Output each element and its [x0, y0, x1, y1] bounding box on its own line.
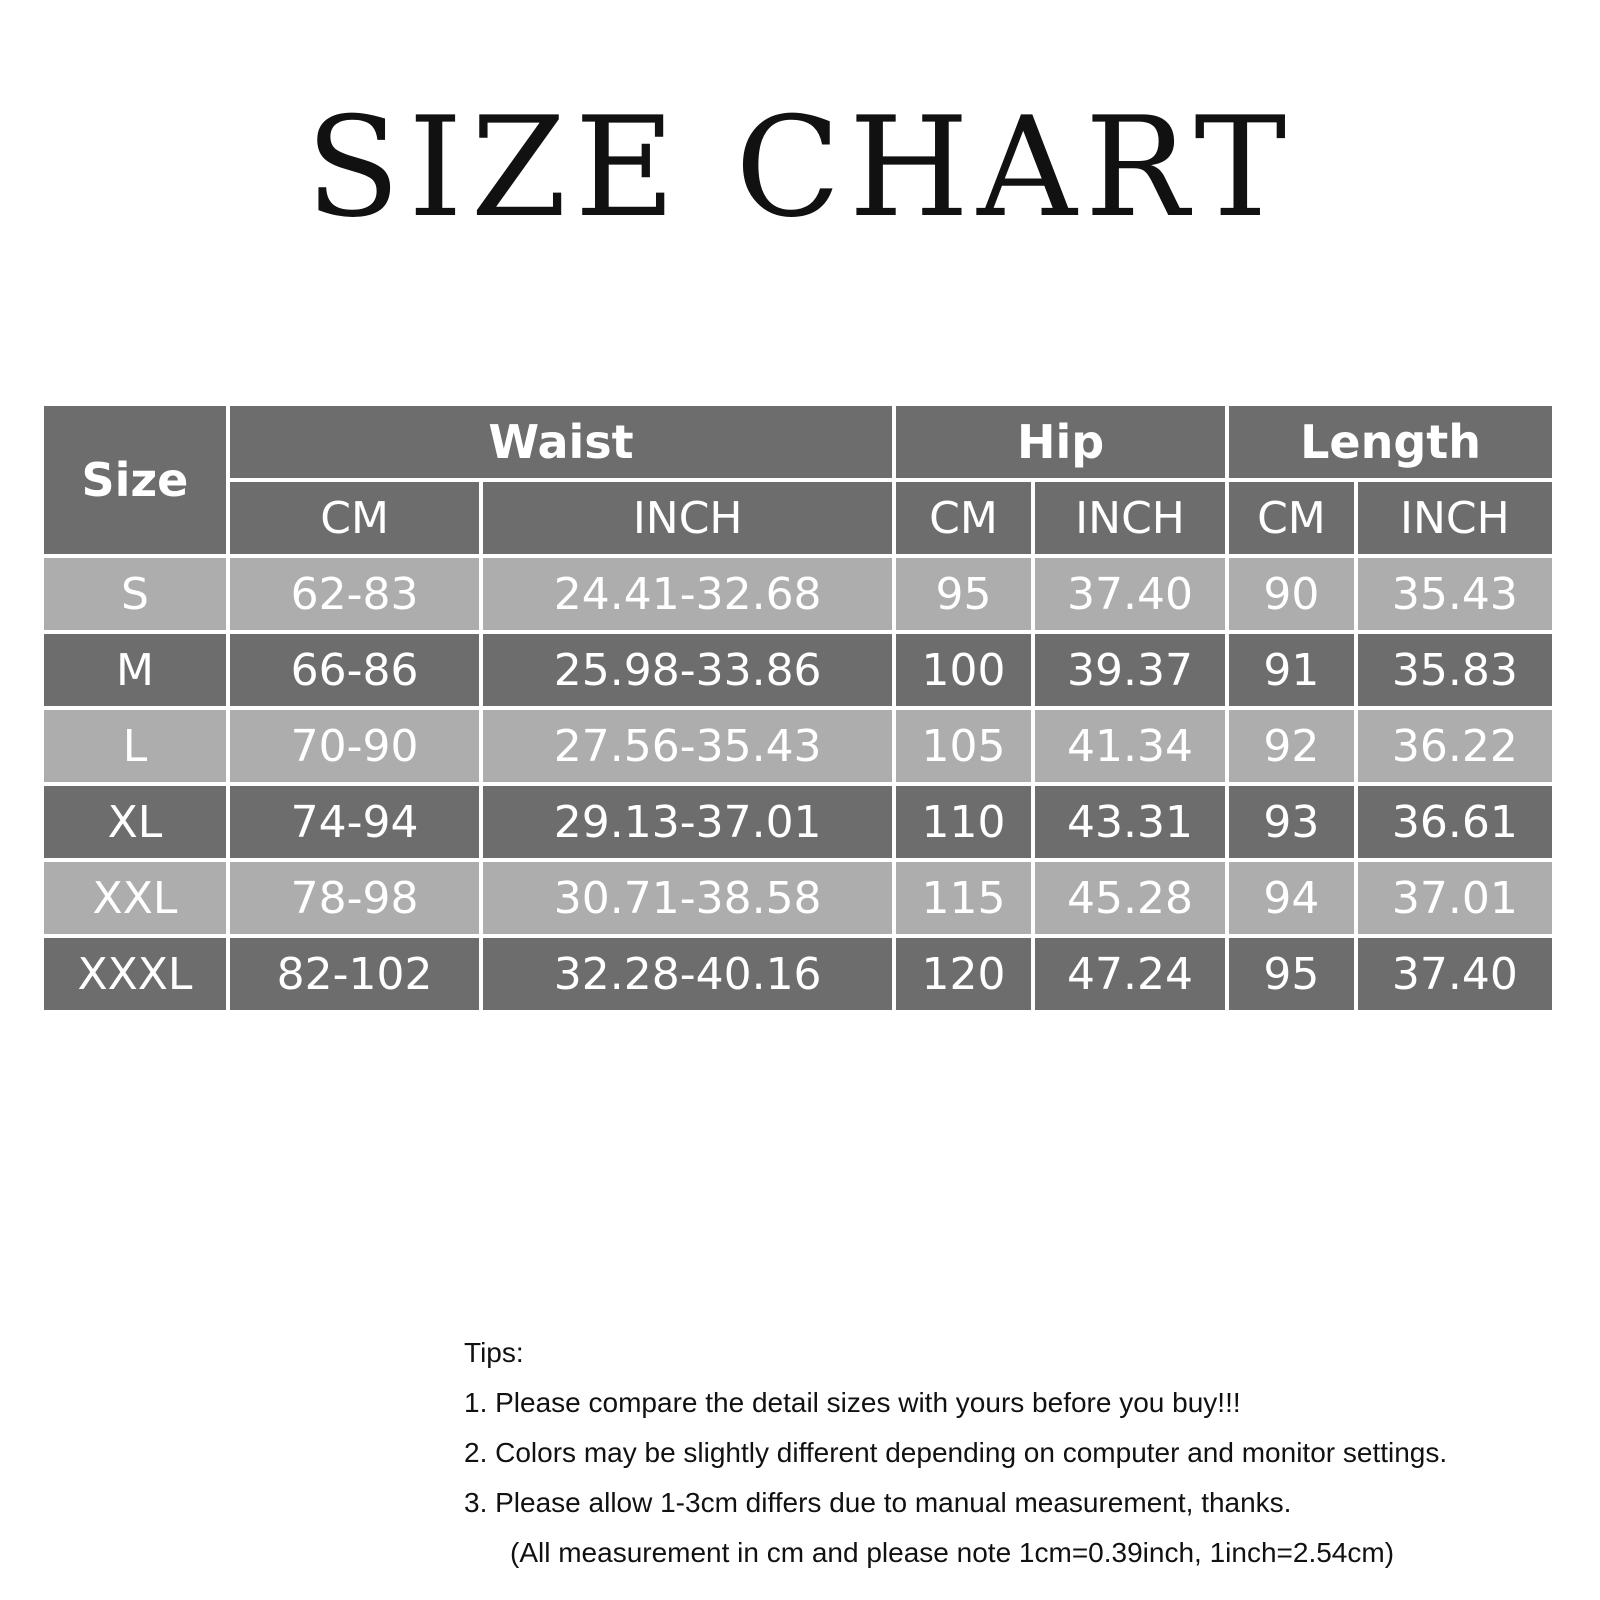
waist-inch-cell: 25.98-33.86 — [483, 634, 892, 706]
length-cm-cell: 95 — [1229, 938, 1354, 1010]
tip-item: 2. Colors may be slightly different depending on computer and monitor settings. — [464, 1437, 1448, 1468]
length-inch-cell: 36.22 — [1358, 710, 1552, 782]
size-cell: XL — [44, 786, 226, 858]
waist-group-header: Waist — [230, 406, 892, 478]
hip-group-header: Hip — [896, 406, 1225, 478]
hip-inch-cell: 47.24 — [1035, 938, 1225, 1010]
length-cm-cell: 92 — [1229, 710, 1354, 782]
hip-cm-cell: 110 — [896, 786, 1031, 858]
tip-item: 3. Please allow 1-3cm differs due to manual measurement, thanks. — [464, 1487, 1292, 1518]
tips-heading: Tips: — [464, 1337, 524, 1368]
length-inch-cell: 35.83 — [1358, 634, 1552, 706]
tips-section — [464, 1328, 1600, 1578]
length-group-header: Length — [1229, 406, 1552, 478]
length-inch-cell: 36.61 — [1358, 786, 1552, 858]
hip-inch-cell: 39.37 — [1035, 634, 1225, 706]
hip-cm-header: CM — [896, 482, 1031, 554]
measurement-note: (All measurement in cm and please note 1cm=0.39inch, 1inch=2.54cm) — [510, 1537, 1395, 1568]
header-row-groups — [44, 406, 1552, 478]
waist-cm-header: CM — [230, 482, 479, 554]
hip-inch-cell: 43.31 — [1035, 786, 1225, 858]
size-column-header: Size — [44, 406, 226, 554]
size-cell: S — [44, 558, 226, 630]
table-row — [44, 862, 1552, 934]
waist-inch-cell: 32.28-40.16 — [483, 938, 892, 1010]
tip-item: 1. Please compare the detail sizes with yours before you buy!!! — [464, 1387, 1241, 1418]
page-title: SIZE CHART — [305, 87, 1295, 248]
length-inch-header: INCH — [1358, 482, 1552, 554]
length-inch-cell: 35.43 — [1358, 558, 1552, 630]
size-cell: XXXL — [44, 938, 226, 1010]
size-cell: M — [44, 634, 226, 706]
table-row — [44, 786, 1552, 858]
table-row — [44, 710, 1552, 782]
waist-cm-cell: 70-90 — [230, 710, 479, 782]
waist-cm-cell: 82-102 — [230, 938, 479, 1010]
waist-inch-cell: 24.41-32.68 — [483, 558, 892, 630]
table-row — [44, 634, 1552, 706]
waist-cm-cell: 78-98 — [230, 862, 479, 934]
hip-cm-cell: 105 — [896, 710, 1031, 782]
waist-inch-header: INCH — [483, 482, 892, 554]
waist-inch-cell: 30.71-38.58 — [483, 862, 892, 934]
hip-cm-cell: 115 — [896, 862, 1031, 934]
waist-inch-cell: 27.56-35.43 — [483, 710, 892, 782]
hip-inch-cell: 37.40 — [1035, 558, 1225, 630]
length-cm-cell: 93 — [1229, 786, 1354, 858]
waist-cm-cell: 66-86 — [230, 634, 479, 706]
hip-cm-cell: 95 — [896, 558, 1031, 630]
hip-cm-cell: 100 — [896, 634, 1031, 706]
length-cm-cell: 90 — [1229, 558, 1354, 630]
length-inch-cell: 37.40 — [1358, 938, 1552, 1010]
size-cell: L — [44, 710, 226, 782]
length-cm-cell: 91 — [1229, 634, 1354, 706]
waist-inch-cell: 29.13-37.01 — [483, 786, 892, 858]
hip-inch-cell: 45.28 — [1035, 862, 1225, 934]
size-table — [40, 402, 1556, 1014]
hip-inch-header: INCH — [1035, 482, 1225, 554]
length-cm-cell: 94 — [1229, 862, 1354, 934]
length-cm-header: CM — [1229, 482, 1354, 554]
table-row — [44, 938, 1552, 1010]
waist-cm-cell: 62-83 — [230, 558, 479, 630]
hip-cm-cell: 120 — [896, 938, 1031, 1010]
hip-inch-cell: 41.34 — [1035, 710, 1225, 782]
header-row-units — [44, 482, 1552, 554]
table-row — [44, 558, 1552, 630]
waist-cm-cell: 74-94 — [230, 786, 479, 858]
size-cell: XXL — [44, 862, 226, 934]
length-inch-cell: 37.01 — [1358, 862, 1552, 934]
